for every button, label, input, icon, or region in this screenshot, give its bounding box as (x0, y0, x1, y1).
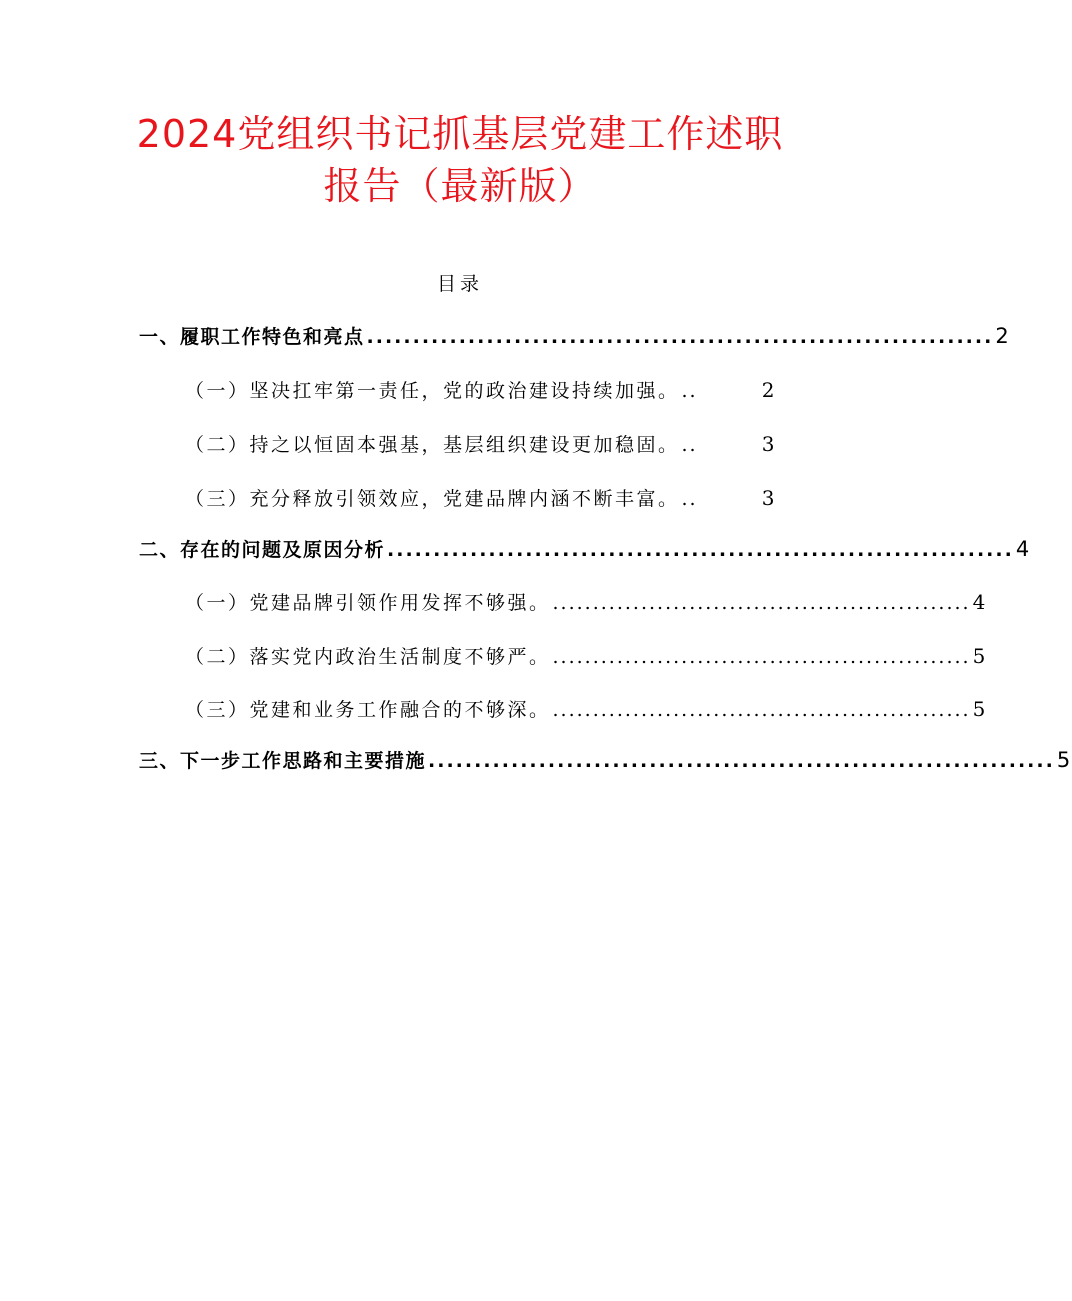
toc-entry-text: （二）持之以恒固本强基，基层组织建设更加稳固。 (185, 434, 680, 456)
toc-leader-dots: .................................................... (552, 592, 971, 614)
toc-heading: 目录 (436, 273, 483, 295)
toc-entry-text: 一、履职工作特色和亮点 (139, 326, 365, 348)
toc-leader-dots: .................................................................... (387, 539, 1014, 561)
document-title: 2024党组织书记抓基层党建工作述职报告（最新版） (136, 112, 784, 208)
toc-entry-text: （一）党建品牌引领作用发挥不够强。 (185, 592, 551, 614)
toc-leader-dots: .................................................................... (428, 750, 1055, 772)
toc-page-number: 4 (972, 590, 988, 614)
toc-entry[interactable] (185, 642, 988, 669)
toc-page-number: 3 (761, 432, 777, 456)
toc-leader-dots: .. (681, 488, 698, 510)
toc-page-number: 2 (995, 324, 1011, 348)
toc-leader-dots: .................................................................... (366, 326, 994, 348)
toc-entry-text: （一）坚决扛牢第一责任，党的政治建设持续加强。 (185, 380, 680, 402)
toc-page-number: 2 (761, 378, 777, 402)
toc-entry[interactable] (139, 322, 1011, 349)
toc-page-number: 3 (761, 486, 777, 510)
toc-entry-text: （三）党建和业务工作融合的不够深。 (185, 699, 551, 721)
toc-page-number: 5 (972, 697, 988, 721)
toc-entry[interactable] (185, 484, 777, 511)
toc-leader-dots: .................................................... (552, 699, 971, 721)
toc-entry[interactable] (139, 746, 1072, 773)
toc-page-number: 4 (1015, 537, 1031, 561)
toc-entry-text: 三、下一步工作思路和主要措施 (139, 750, 427, 772)
toc-entry-text: 二、存在的问题及原因分析 (139, 539, 386, 561)
toc-entry[interactable] (139, 535, 1031, 562)
toc-entry[interactable] (185, 695, 988, 722)
toc-leader-dots: .. (681, 434, 698, 456)
toc-page-number: 5 (972, 644, 988, 668)
toc-entry-text: （二）落实党内政治生活制度不够严。 (185, 646, 551, 668)
toc-entry[interactable] (185, 376, 777, 403)
toc-leader-dots: .................................................... (552, 646, 971, 668)
toc-entry-text: （三）充分释放引领效应，党建品牌内涵不断丰富。 (185, 488, 680, 510)
toc-page-number: 5 (1056, 748, 1072, 772)
toc-entry[interactable] (185, 430, 777, 457)
toc-leader-dots: .. (681, 380, 698, 402)
toc-entry[interactable] (185, 588, 988, 615)
